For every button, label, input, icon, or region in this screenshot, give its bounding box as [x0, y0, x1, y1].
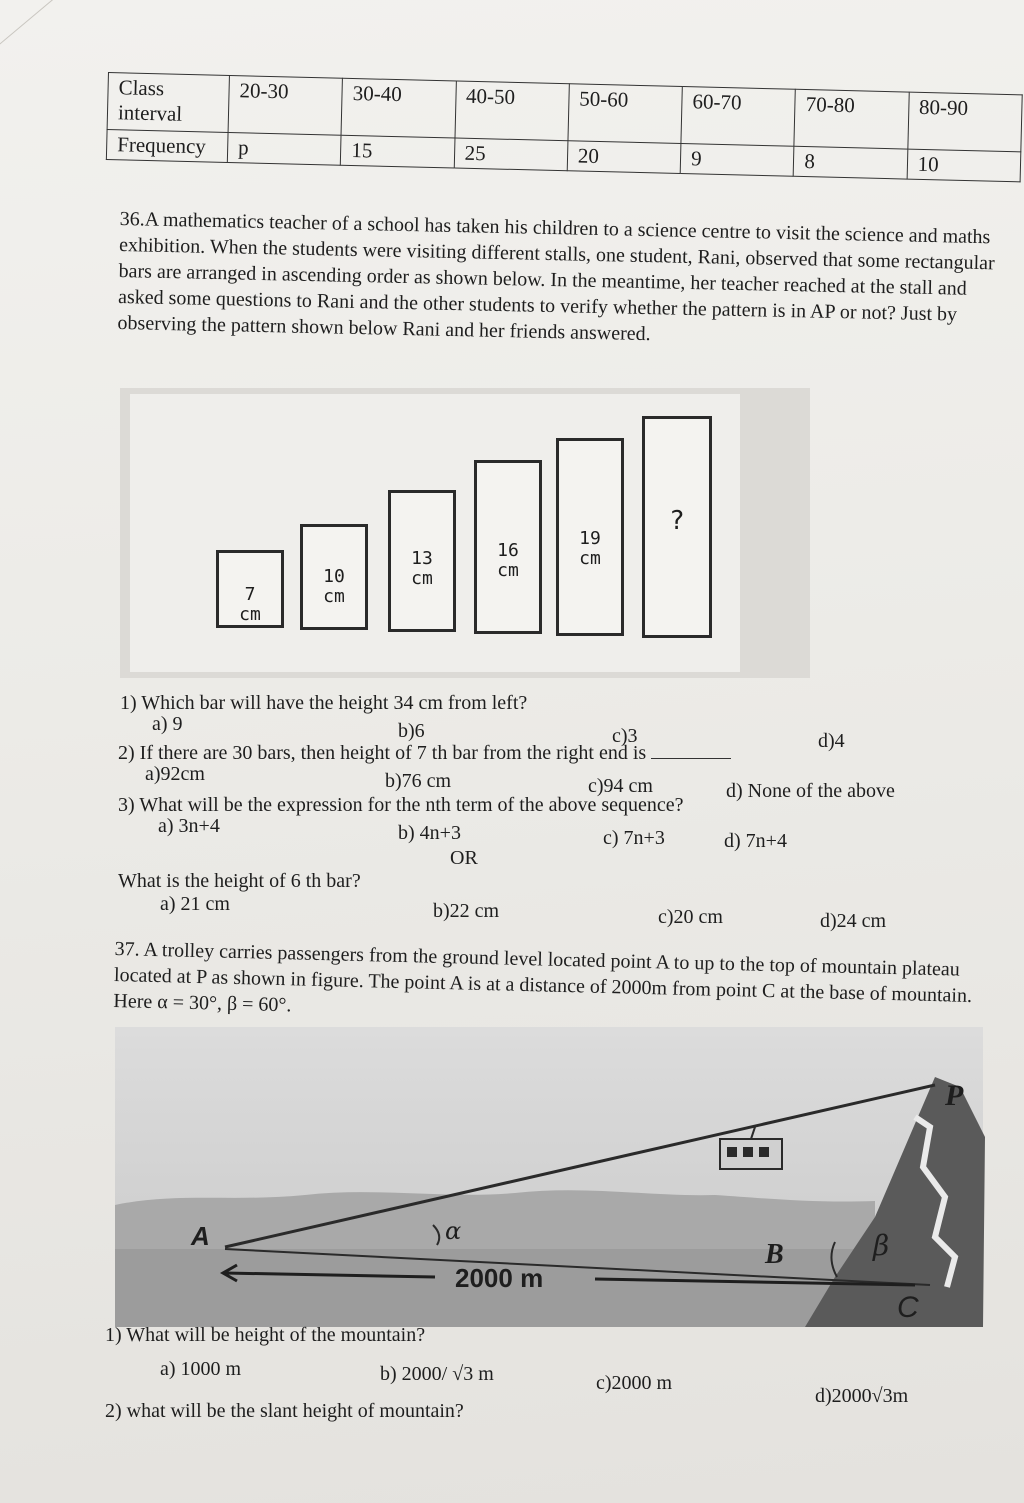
bar-3-number: 13 [411, 548, 433, 569]
label-P: P [945, 1079, 964, 1112]
bar-5-unit: cm [579, 548, 601, 569]
trolley-window [727, 1147, 737, 1157]
bar-5 [556, 438, 624, 636]
q36-1-option-c: c)3 [612, 725, 638, 747]
q37-1-option-b: b) 2000/ √3 m [380, 1363, 494, 1385]
trolley-diagram [115, 1027, 985, 1329]
q37-1-option-c: c)2000 m [596, 1372, 673, 1394]
table-cell: 30-40 [341, 78, 456, 138]
answer-blank [651, 758, 731, 759]
table-cell: 50-60 [568, 84, 683, 144]
trolley-window [759, 1147, 769, 1157]
q37-1-text: 1) What will be height of the mountain? [105, 1324, 426, 1346]
page-fold-line [0, 0, 134, 61]
question-37-intro: 37. A trolley carries passengers from the ground level located point A to up to the top of mountain plateau located at P as shown in figure. The point A is at a distance of 2000m from point C at the base of mountain. Here α = 30°, β = 60°. [113, 937, 973, 1017]
or-separator: OR [450, 847, 478, 869]
bar-4-number: 16 [497, 540, 519, 561]
table-cell: 15 [341, 135, 455, 168]
q36-or-option-a: a) 21 cm [160, 893, 230, 915]
bar-5-number: 19 [579, 528, 601, 549]
q36-3-option-a: a) 3n+4 [158, 815, 220, 837]
q36-2-text [118, 740, 731, 766]
q36-2-option-b: b)76 cm [385, 770, 452, 792]
q37-2-text: 2) what will be the slant height of mountain? [105, 1400, 464, 1422]
q37-1-option-d: d)2000√3m [815, 1385, 909, 1407]
q36-2-option-d: d) None of the above [726, 780, 895, 802]
table-cell: 10 [907, 149, 1021, 182]
table-cell: 40-50 [455, 81, 570, 141]
q36-or-option-d: d)24 cm [820, 910, 887, 932]
q36-2-option-a: a)92cm [145, 763, 205, 785]
q36-2-text-content: 2) If there are 30 bars, then height of 7 th bar from the right end is [118, 742, 647, 764]
bars-figure [120, 388, 810, 678]
table-cell: 20 [567, 141, 681, 174]
table-cell: 25 [454, 138, 568, 171]
trolley-window [743, 1147, 753, 1157]
label-B: B [765, 1239, 784, 1270]
q36-2-option-c: c)94 cm [588, 775, 653, 797]
bar-1-unit: cm [239, 604, 261, 625]
bar-2 [300, 524, 368, 630]
bar-2-number: 10 [323, 566, 345, 587]
label-distance: 2000 m [455, 1263, 544, 1293]
table-cell: Class interval [107, 73, 229, 133]
frequency-table [106, 72, 1023, 182]
label-A: A [191, 1221, 210, 1251]
table-cell: 8 [794, 146, 908, 179]
q36-3-option-d: d) 7n+4 [724, 830, 787, 852]
q36-3-text: 3) What will be the expression for the nth term of the above sequence? [118, 794, 684, 816]
q37-1-option-a: a) 1000 m [160, 1358, 242, 1380]
q36-3-option-c: c) 7n+3 [603, 827, 665, 849]
table-cell: Frequency [106, 129, 228, 162]
table-cell: 80-90 [908, 92, 1023, 152]
q36-1-option-a: a) 9 [152, 713, 183, 735]
bar-3 [388, 490, 456, 632]
bar-4-unit: cm [497, 560, 519, 581]
trolley-figure [115, 1027, 985, 1329]
question-36-intro: 36.A mathematics teacher of a school has taken his children to a science centre to visit the science and maths exhibition. When the students were visiting different stalls, one student, Rani, observed that some rectangular bars are arranged in ascending order as shown below. In the meantime, her teacher reached at the stall and asked some questions to Rani and the other students to verify whether the pattern is in AP or not? Just by observing the pattern shown below Rani and her friends answered. [117, 207, 995, 346]
table-cell: p [227, 132, 341, 165]
bar-1-number: 7 [244, 584, 256, 605]
table-cell: 9 [680, 144, 794, 177]
table-cell: 20-30 [228, 75, 343, 135]
label-beta: β [873, 1229, 890, 1262]
bar-6-unknown [642, 416, 712, 638]
q36-or-option-c: c)20 cm [658, 906, 723, 928]
q36-or-text: What is the height of 6 th bar? [118, 870, 361, 892]
q36-3-option-b: b) 4n+3 [398, 822, 461, 844]
q36-1-option-b: b)6 [398, 720, 425, 742]
label-alpha: α [445, 1217, 462, 1245]
bar-4 [474, 460, 542, 634]
label-C: C [897, 1291, 919, 1324]
bar-6-number: ? [669, 506, 685, 536]
bar-3-unit: cm [411, 568, 433, 589]
q36-1-option-d: d)4 [818, 730, 845, 752]
q36-or-option-b: b)22 cm [433, 900, 500, 922]
q36-1-text: 1) Which bar will have the height 34 cm from left? [120, 692, 528, 714]
bar-2-unit: cm [323, 586, 345, 607]
table-cell: 60-70 [681, 87, 796, 147]
bar-1 [216, 550, 284, 628]
table-cell: 70-80 [794, 89, 909, 149]
